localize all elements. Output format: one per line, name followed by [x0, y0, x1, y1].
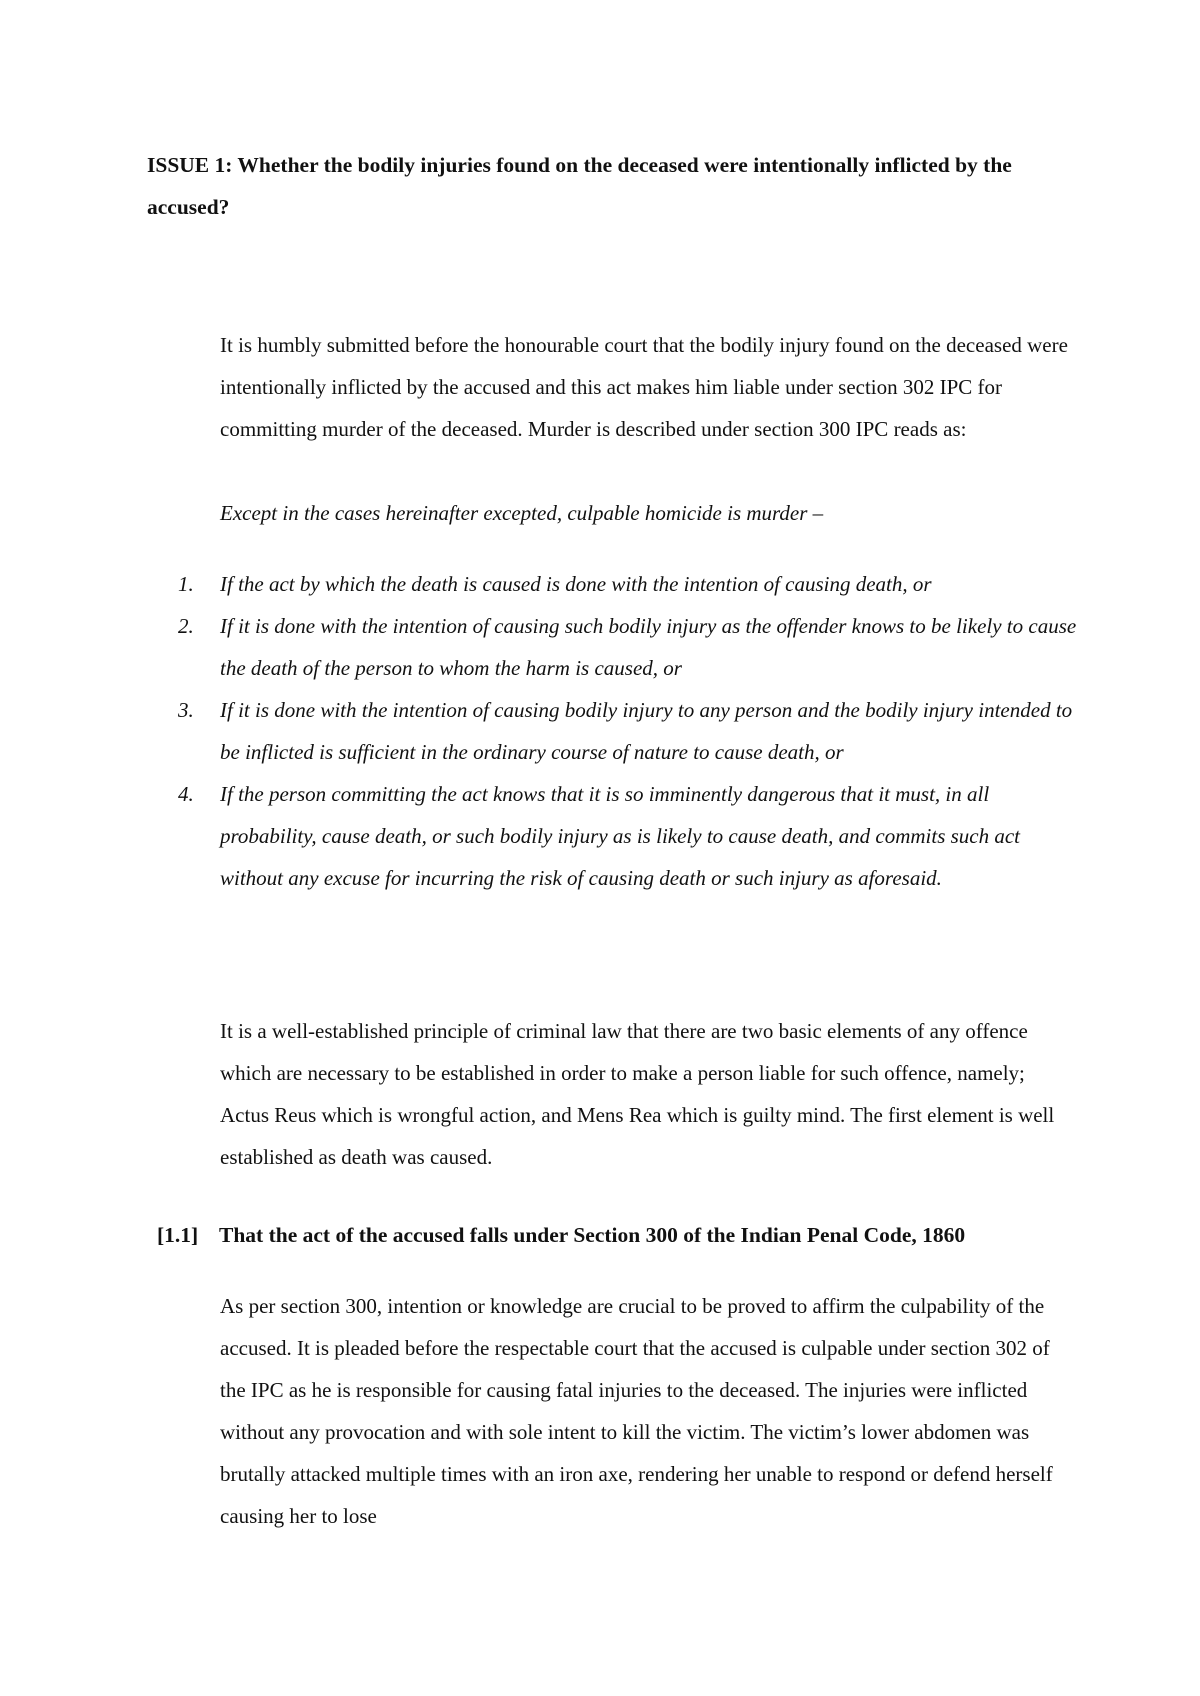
- clause-text: If it is done with the intention of causing bodily injury to any person and the bodily injury intended to be inflicted is sufficient in the ordinary course of nature to cause death, or: [220, 698, 1073, 764]
- clause-number: 2.: [178, 614, 194, 638]
- murder-clauses-list: [178, 563, 1078, 899]
- clause-number: 3.: [178, 698, 194, 722]
- issue-title: ISSUE 1: Whether the bodily injuries found on the deceased were intentionally inflicted by the accused?: [147, 153, 1012, 219]
- section-300-paragraph: As per section 300, intention or knowledge are crucial to be proved to affirm the culpability of the accused. It is pleaded before the respectable court that the accused is culpable under section 302 of the IPC as he is responsible for causing fatal injuries to the deceased. The injuries were inflicted without any provocation and with sole intent to kill the victim. The victim’s lower abdomen was brutally attacked multiple times with an iron axe, rendering her unable to respond or defend herself causing her to lose: [220, 1294, 1053, 1528]
- clause-number: 1.: [178, 572, 194, 596]
- clause-text: If the person committing the act knows that it is so imminently dangerous that it must, in all probability, cause death, or such bodily injury as is likely to cause death, and commits such act without any excuse for incurring the risk of causing death or such injury as aforesaid.: [220, 782, 1021, 890]
- sub-heading: [157, 1214, 1087, 1256]
- sub-heading-number: [1.1]: [157, 1223, 199, 1247]
- except-line: Except in the cases hereinafter excepted, culpable homicide is murder –: [220, 501, 824, 525]
- sub-heading-text: That the act of the accused falls under Section 300 of the Indian Penal Code, 1860: [219, 1223, 966, 1247]
- clause-number: 4.: [178, 782, 194, 806]
- clause-item: [178, 773, 1078, 899]
- elements-paragraph: It is a well-established principle of criminal law that there are two basic elements of any offence which are necessary to be established in order to make a person liable for such offence, namely; Actus Reus which is wrongful action, and Mens Rea which is guilty mind. The first element is well established as death was caused.: [220, 1019, 1055, 1169]
- clause-text: If it is done with the intention of causing such bodily injury as the offender knows to be likely to cause the death of the person to whom the harm is caused, or: [220, 614, 1077, 680]
- intro-paragraph: It is humbly submitted before the honourable court that the bodily injury found on the deceased were intentionally inflicted by the accused and this act makes him liable under section 302 IPC for committing murder of the deceased. Murder is described under section 300 IPC reads as:: [220, 333, 1068, 441]
- clause-item: [178, 563, 1078, 605]
- clause-text: If the act by which the death is caused is done with the intention of causing death, or: [220, 572, 932, 596]
- clause-item: [178, 689, 1078, 773]
- clause-item: [178, 605, 1078, 689]
